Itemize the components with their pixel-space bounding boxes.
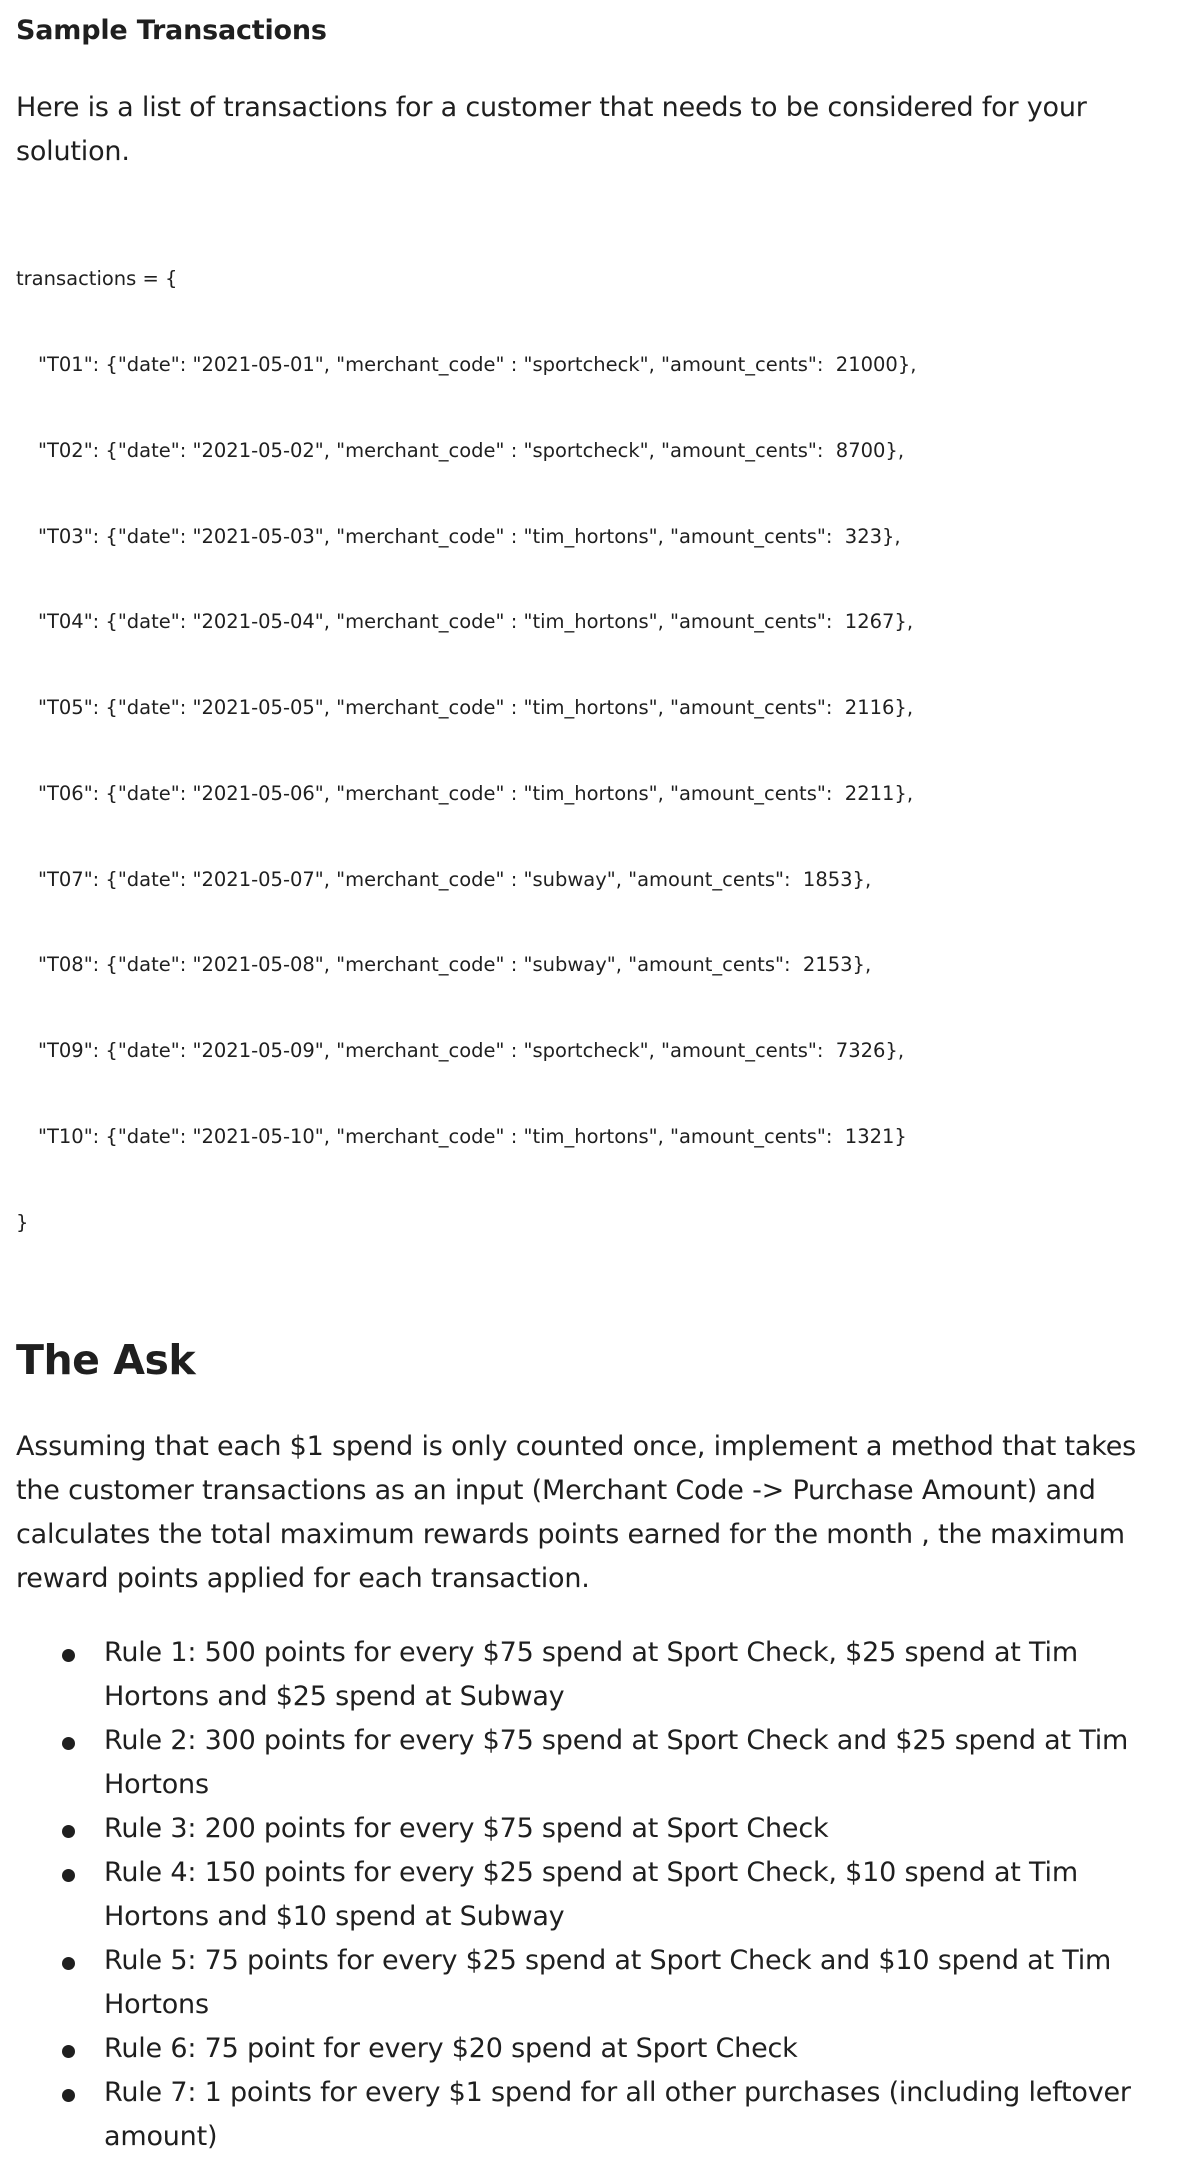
bullet-icon [62,1737,75,1750]
rule-text: Rule 2: 300 points for every $75 spend at Sport Check and $25 spend at Tim Hortons [104,1724,1129,1800]
rule-item [16,1851,1166,1939]
code-line: "T02": {"date": "2021-05-02", "merchant_code" : "sportcheck", "amount_cents": 8700}, [38,438,905,462]
bullet-icon [62,2089,75,2102]
ask-paragraph: Assuming that each $1 spend is only counted once, implement a method that takes the customer transactions as an input (Merchant Code -> Purchase Amount) and calculates the total maximum rewards points earned for the month , the maximum reward points applied for each transaction. [16,1430,1136,1594]
rule-item [16,2071,1166,2159]
transactions-code-block [16,208,1166,1295]
code-close-line: } [16,1210,29,1234]
code-line: "T09": {"date": "2021-05-09", "merchant_code" : "sportcheck", "amount_cents": 7326}, [38,1039,905,1063]
code-line: "T05": {"date": "2021-05-05", "merchant_code" : "tim_hortons", "amount_cents": 2116}, [38,696,914,720]
bullet-icon [62,2045,75,2058]
code-line: "T10": {"date": "2021-05-10", "merchant_code" : "tim_hortons", "amount_cents": 1321} [38,1125,907,1148]
bullet-icon [62,1825,75,1838]
code-line: "T08": {"date": "2021-05-08", "merchant_code" : "subway", "amount_cents": 2153}, [38,953,872,977]
rule-text: Rule 6: 75 point for every $20 spend at Sport Check [104,2032,798,2064]
rule-text: Rule 3: 200 points for every $75 spend at Sport Check [104,1812,829,1844]
rule-text: Rule 1: 500 points for every $75 spend at Sport Check, $25 spend at Tim Hortons and $25 spend at Subway [104,1636,1078,1712]
bullet-icon [62,1649,75,1662]
code-open-line: transactions = { [16,267,178,291]
intro-paragraph: Here is a list of transactions for a customer that needs to be considered for your solution. [16,92,1087,167]
code-line: "T03": {"date": "2021-05-03", "merchant_code" : "tim_hortons", "amount_cents": 323}, [38,524,901,548]
rule-text: Rule 7: 1 points for every $1 spend for all other purchases (including leftover amount) [104,2076,1131,2152]
bullet-icon [62,1957,75,1970]
rule-item [16,1631,1166,1719]
document-page [16,0,1166,2159]
code-line: "T04": {"date": "2021-05-04", "merchant_code" : "tim_hortons", "amount_cents": 1267}, [38,610,914,634]
rule-item [16,1807,1166,1851]
rule-text: Rule 5: 75 points for every $25 spend at Sport Check and $10 spend at Tim Hortons [104,1944,1112,2020]
rule-item [16,2027,1166,2071]
the-ask-heading: The Ask [16,1335,196,1384]
rules-list [16,1631,1166,2159]
rule-item [16,1939,1166,2027]
code-line: "T01": {"date": "2021-05-01", "merchant_code" : "sportcheck", "amount_cents": 21000}, [38,352,917,376]
code-line: "T07": {"date": "2021-05-07", "merchant_code" : "subway", "amount_cents": 1853}, [38,867,872,891]
sample-transactions-heading: Sample Transactions [16,15,327,46]
rule-text: Rule 4: 150 points for every $25 spend at Sport Check, $10 spend at Tim Hortons and $10 spend at Subway [104,1856,1078,1932]
rule-item [16,1719,1166,1807]
bullet-icon [62,1869,75,1882]
code-line: "T06": {"date": "2021-05-06", "merchant_code" : "tim_hortons", "amount_cents": 2211}, [38,781,914,805]
